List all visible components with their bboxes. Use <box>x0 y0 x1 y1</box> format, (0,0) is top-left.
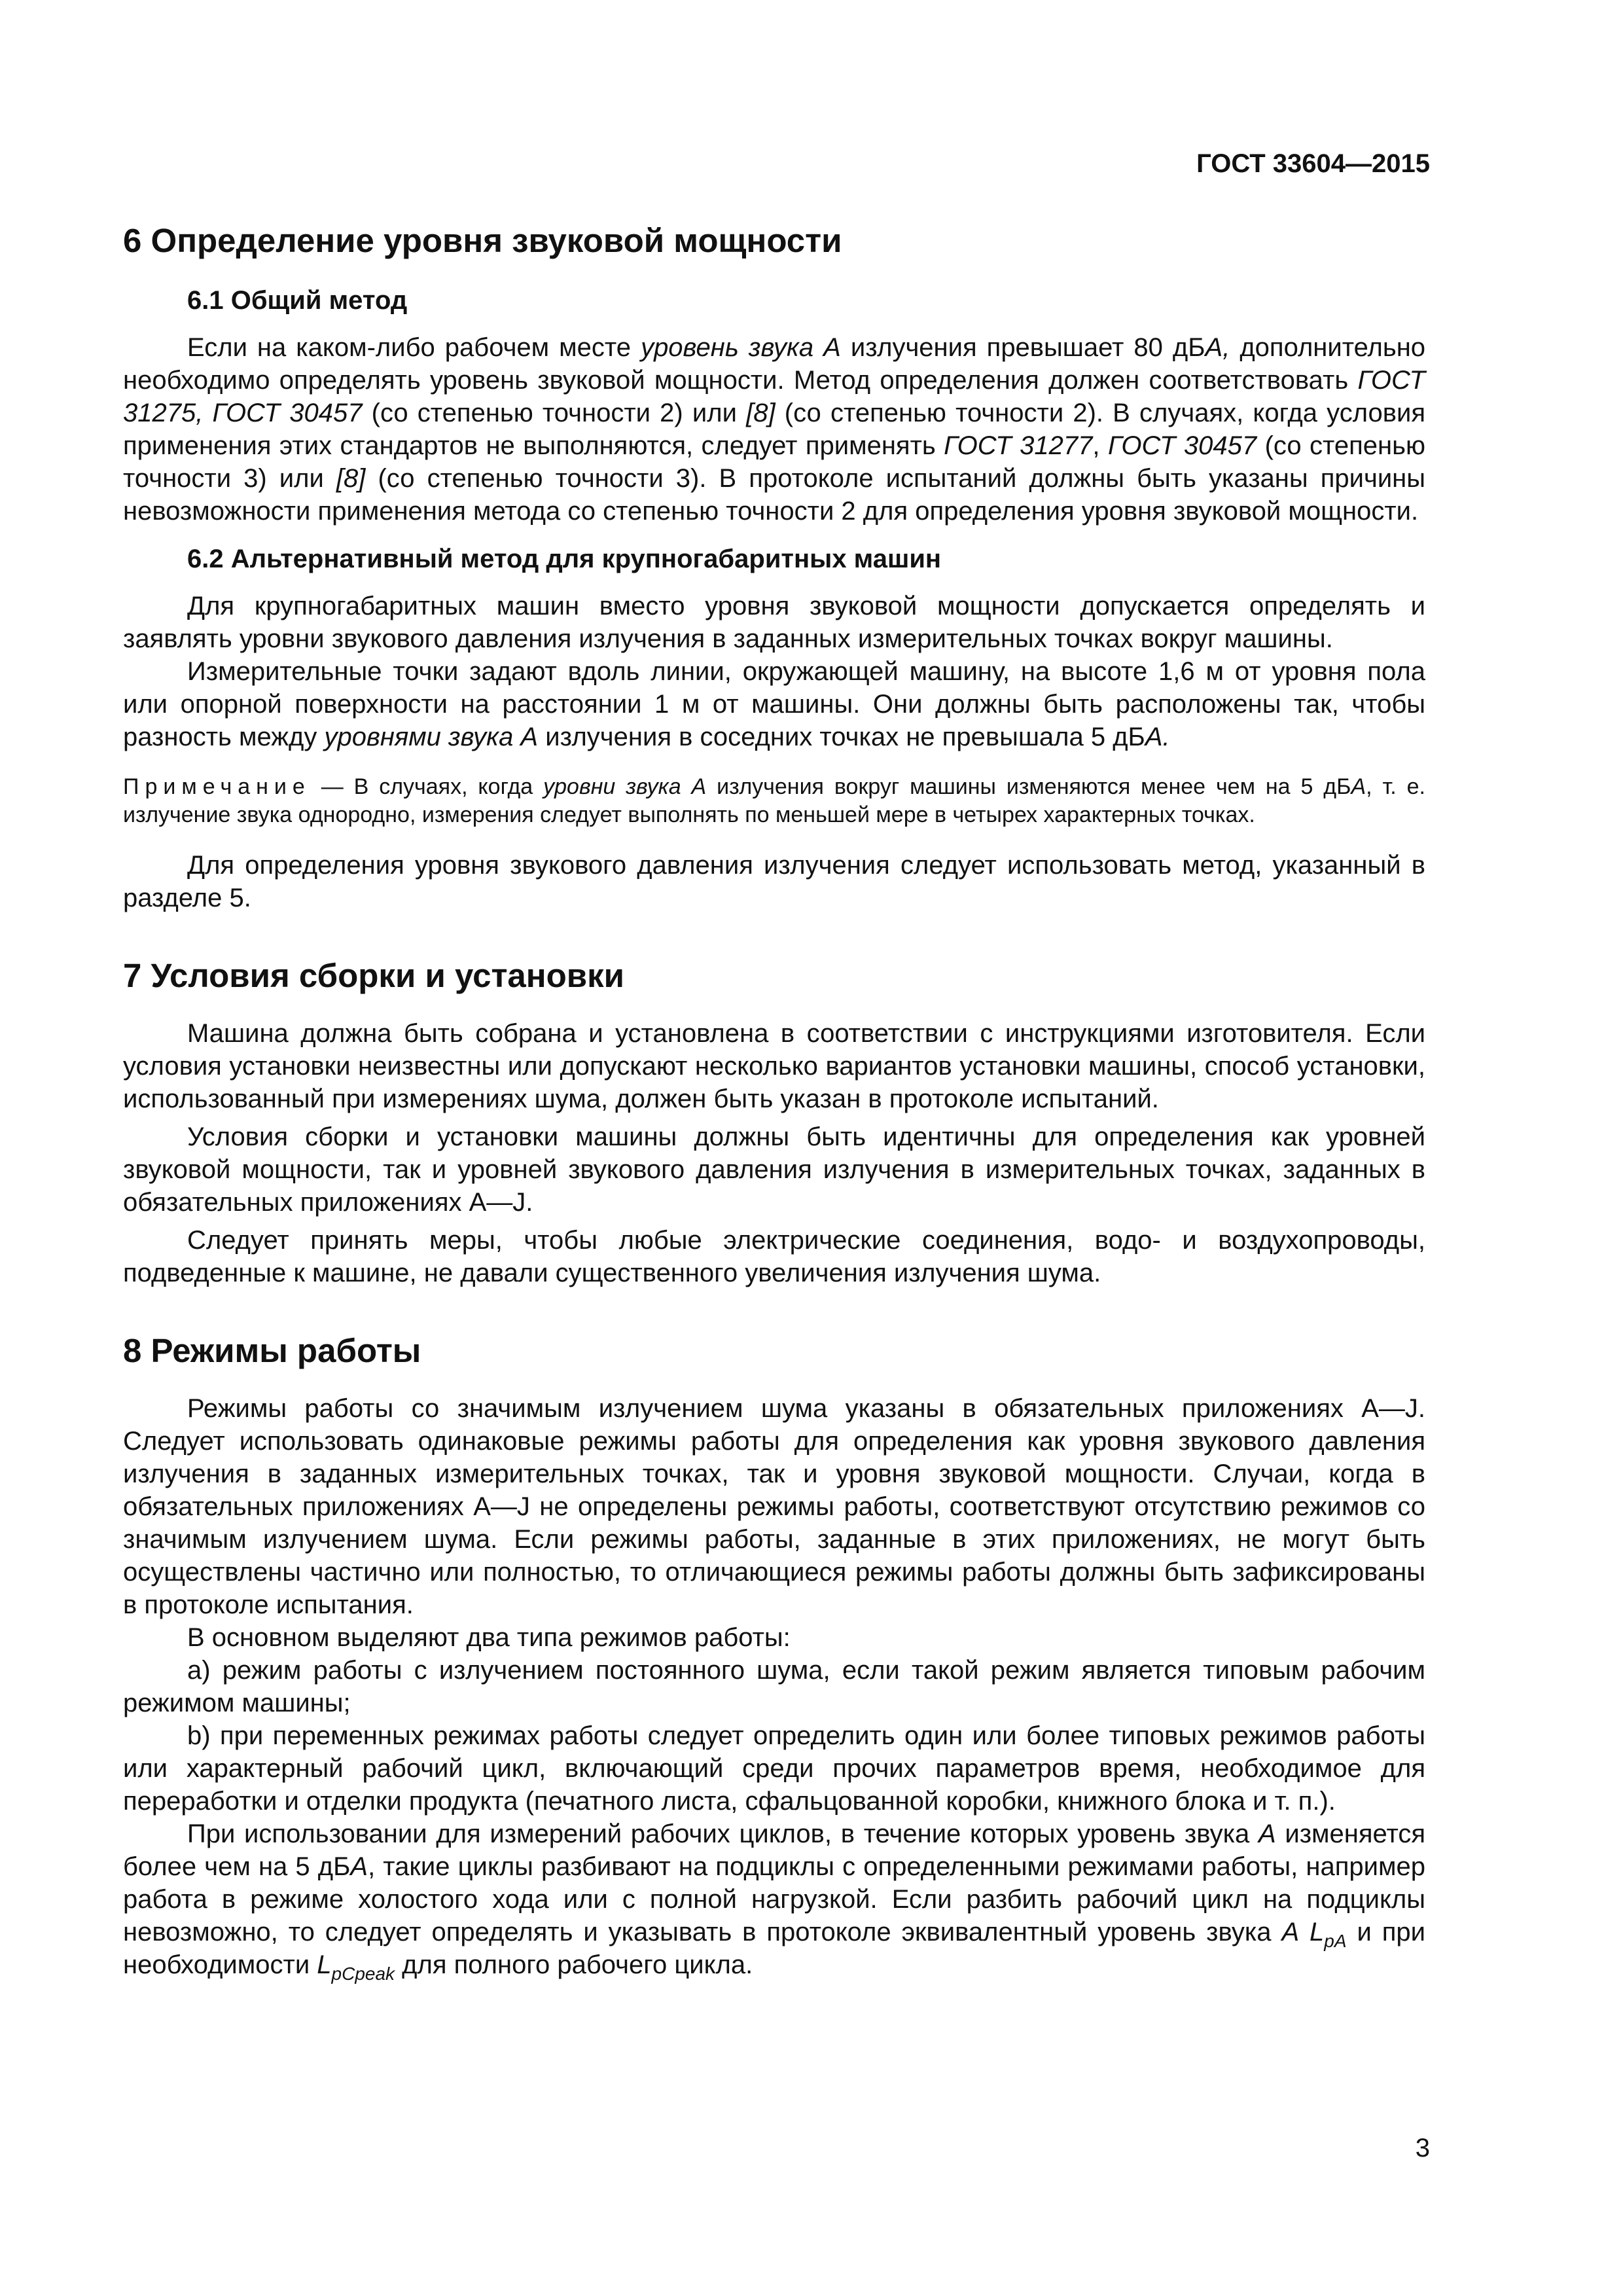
list-item-a: а) режим работы с излучением постоянного шума, если такой режим является типовым рабочим режимом машины; <box>123 1656 1425 1717</box>
section-6-2-paragraph-3: Для определения уровня звукового давления излучения следует использовать метод, указанный в разделе 5. <box>123 851 1425 912</box>
subscript-pA: pA <box>1324 1931 1347 1951</box>
page-number: 3 <box>1415 2134 1430 2162</box>
section-6-2-paragraph-2: Измерительные точки задают вдоль линии, окружающей машину, на высоте 1,6 м от уровня пола или опорной поверхности на расстоянии 1 м от машины. Они должны быть расположены так, чтобы разность между уровнями звука А излучения в соседних точках не превышала 5 дБА. <box>123 657 1425 751</box>
section-7-paragraph-3: Следует принять меры, чтобы любые электрические соединения, водо- и воздухопроводы, подведенные к машине, не давали существенного увеличения излучения шума. <box>123 1226 1425 1287</box>
list-item-b: b) при переменных режимах работы следует определить один или более типовых режимов работы или характерный рабочий цикл, включающий среди прочих параметров время, необходимое для переработки и отделки продукта (печатного листа, сфальцованной коробки, книжного блока и т. п.). <box>123 1721 1425 1816</box>
section-6-2-paragraph-1: Для крупногабаритных машин вместо уровня звуковой мощности допускается определять и заявлять уровни звукового давления излучения в заданных измерительных точках вокруг машины. <box>123 592 1425 653</box>
section-8-paragraph-2: В основном выделяют два типа режимов работы: <box>187 1623 791 1652</box>
note-label: Примечание <box>123 774 311 799</box>
section-8-paragraph-1: Режимы работы со значимым излучением шума указаны в обязательных приложениях А—J. Следует использовать одинаковые режимы работы для определения как уровня звукового давления излучения в заданных измерительных точках, так и уровня звуковой мощности. Случаи, когда в обязательных приложениях А—J не определены режимы работы, соответствуют отсутствию режимов со значимым излучением шума. Если режимы работы, заданные в этих приложениях, не могут быть осуществлены частично или полностью, то отличающиеся режимы работы должны быть зафиксированы в протоколе испытания. <box>123 1394 1425 1619</box>
section-8-paragraph-3: При использовании для измерений рабочих циклов, в течение которых уровень звука А изменяется более чем на 5 дБА, такие циклы разбивают на подциклы с определенными режимами работы, например работа в режиме холостого хода или с полной нагрузкой. Если разбить рабочий цикл на подциклы невозможно, то следует определять и указывать в протоколе эквивалентный уровень звука А $L_{pA}$ и при необходимости $L_{pCpeak}$ для полного рабочего цикла. <box>123 1820 1426 1984</box>
section-6-1-title: 6.1 Общий метод <box>187 286 408 315</box>
content-body <box>123 221 1426 1984</box>
subscript-pCpeak: pCpeak <box>331 1964 395 1984</box>
section-6-2-title: 6.2 Альтернативный метод для крупногабаритных машин <box>187 545 942 573</box>
section-6-title: 6 Определение уровня звуковой мощности <box>123 222 842 259</box>
section-7-paragraph-2: Условия сборки и установки машины должны быть идентичны для определения как уровней звуковой мощности, так и уровней звукового давления излучения в измерительных точках, заданных в обязательных приложениях А—J. <box>123 1122 1425 1217</box>
note-block: Примечание — В случаях, когда уровни звука А излучения вокруг машины изменяются менее чем на 5 дБА, т. е. излучение звука однородно, измерения следует выполнять по меньшей мере в четырех характерных точках. <box>123 774 1425 827</box>
document-id-header: ГОСТ 33604—2015 <box>1196 149 1430 178</box>
section-8-title: 8 Режимы работы <box>123 1332 421 1369</box>
section-6-1-paragraph: Если на каком-либо рабочем месте уровень звука А излучения превышает 80 дБА, дополнительно необходимо определять уровень звуковой мощности. Метод определения должен соответствовать ГОСТ 31275, ГОСТ 30457 (со степенью точности 2) или [8] (со степенью точности 2). В случаях, когда условия применения этих стандартов не выполняются, следует применять ГОСТ 31277, ГОСТ 30457 (со степенью точности 3) или [8] (со степенью точности 3). В протоколе испытаний должны быть указаны причины невозможности применения метода со степенью точности 2 для определения уровня звуковой мощности. <box>123 333 1426 526</box>
section-7-title: 7 Условия сборки и установки <box>123 957 624 994</box>
section-7-paragraph-1: Машина должна быть собрана и установлена в соответствии с инструкциями изготовителя. Если условия установки неизвестны или допускают несколько вариантов установки машины, способ установки, использованный при измерениях шума, должен быть указан в протоколе испытаний. <box>123 1019 1425 1113</box>
